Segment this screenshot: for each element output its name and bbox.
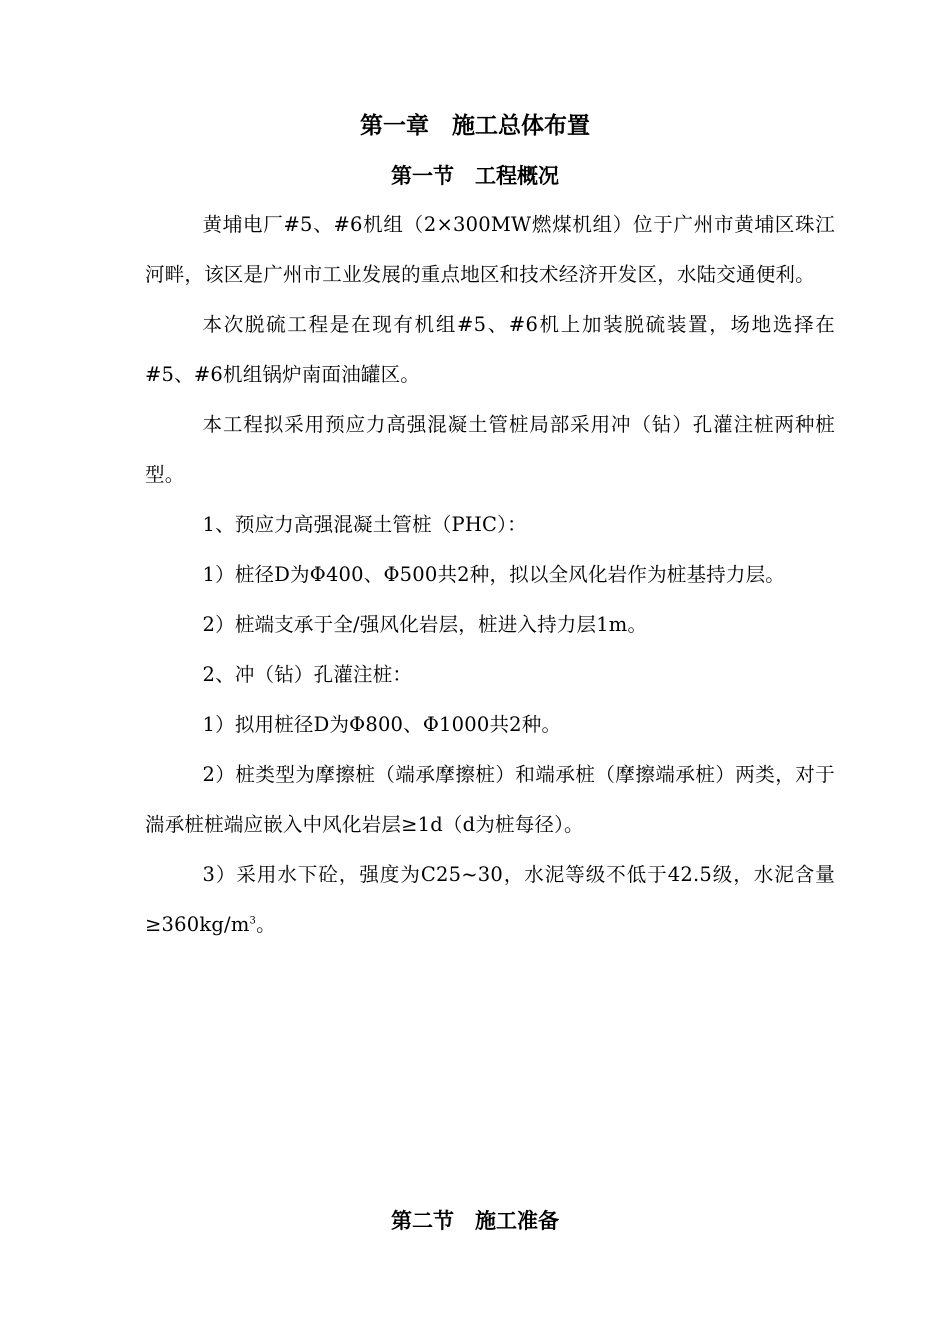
section-title-overview: 第一节 工程概况 xyxy=(391,163,559,188)
paragraph-concrete xyxy=(145,850,835,950)
paragraph: 1）桩径D为Φ400、Φ500共2种，拟以全风化岩作为桩基持力层。 xyxy=(202,563,785,586)
paragraph: 本次脱硫工程是在现有机组#5、#6机上加装脱硫装置，场地选择在#5、#6机组锅炉南面油罐区。 xyxy=(145,313,835,386)
paragraph: 1、预应力高强混凝土管桩（PHC）： xyxy=(202,513,527,536)
document-body xyxy=(145,200,835,950)
paragraph: 本工程拟采用预应力高强混凝土管桩局部采用冲（钻）孔灌注桩两种桩型。 xyxy=(145,413,835,486)
paragraph: 1）拟用桩径D为Φ800、Φ1000共2种。 xyxy=(202,713,562,736)
paragraph: 黄埔电厂#5、#6机组（2×300MW燃煤机组）位于广州市黄埔区珠江河畔，该区是广州市工业发展的重点地区和技术经济开发区，水陆交通便利。 xyxy=(145,213,835,286)
paragraph-end: 。 xyxy=(256,913,276,936)
section-title-preparation: 第二节 施工准备 xyxy=(391,1208,559,1233)
paragraph: 2）桩端支承于全/强风化岩层，桩进入持力层1m。 xyxy=(202,613,648,636)
paragraph-text: 3）采用水下砼，强度为C25~30，水泥等级不低于42.5级，水泥含量≥360kg/m xyxy=(145,863,835,936)
superscript: 3 xyxy=(249,915,257,927)
chapter-title: 第一章 施工总体布置 xyxy=(360,112,590,139)
paragraph: 2、冲（钻）孔灌注桩： xyxy=(202,663,413,686)
paragraph: 2）桩类型为摩擦桩（端承摩擦桩）和端承桩（摩擦端承桩）两类，对于湍承桩桩端应嵌入中风化岩层≥1d（d为桩每径）。 xyxy=(145,763,835,836)
